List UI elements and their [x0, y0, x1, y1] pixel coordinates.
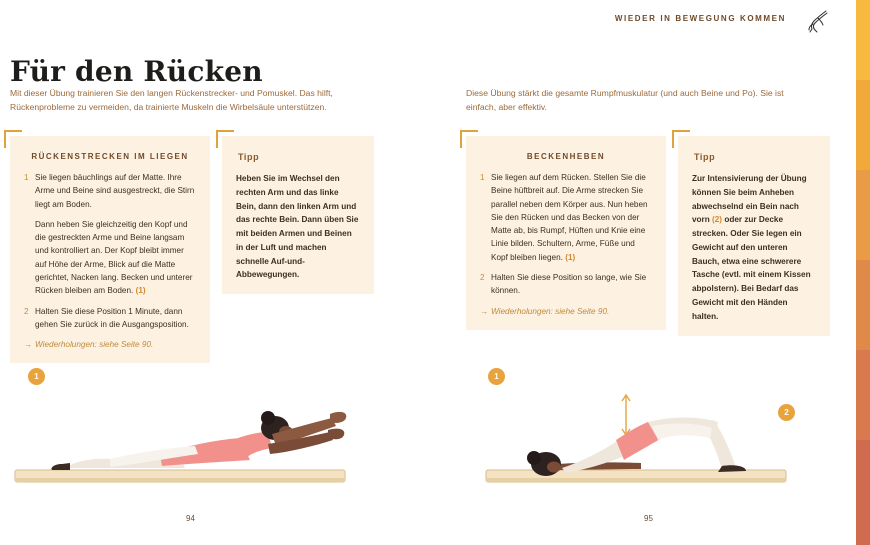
step-text: Halten Sie diese Position so lange, wie Sie können.	[491, 272, 647, 296]
prone-back-extension-figure-icon	[10, 360, 410, 510]
exercise-right-title: BECKENHEBEN	[526, 152, 606, 161]
tip-left-text: Heben Sie im Wechsel den rechten Arm und das linke Bein, dann den linken Arm und das rechte Bein. Dann üben Sie mit beiden Armen und Beinen in der Luft und machen schnelle Auf-und-Abbewegungen.	[236, 174, 359, 280]
repetitions-text: Wiederholungen: siehe Seite 90.	[35, 340, 154, 350]
page-number-right: 95	[644, 514, 653, 523]
list-item	[24, 171, 196, 211]
list-item	[480, 171, 652, 264]
step-text: Halten Sie diese Position 1 Minute, dann gehen Sie zurück in die Ausgangsposition.	[35, 306, 189, 329]
page-title: Für den Rücken	[10, 54, 263, 88]
list-item	[480, 271, 652, 298]
figure-badge-1: 1	[28, 368, 45, 385]
page-number-left: 94	[186, 514, 195, 523]
scribble-figure-icon	[806, 8, 832, 34]
figure-marker: (1)	[565, 252, 576, 262]
repetitions-note	[480, 305, 652, 318]
illustration-left	[10, 360, 410, 510]
step-text: Sie liegen bäuchlings auf der Matte. Ihre Arme und Beine sind ausgestreckt, die Stirn liegt am Boden.	[35, 173, 195, 209]
tip-right-title: Tipp	[694, 152, 716, 162]
bridge-pelvic-lift-figure-icon	[466, 360, 846, 510]
exercise-left-title: RÜCKENSTRECKEN IM LIEGEN	[31, 152, 189, 161]
intro-left: Mit dieser Übung trainieren Sie den langen Rückenstrecker- und Pomuskel. Das hilft, Rückenprobleme zu vermeiden, da trainierte Muskeln die Wirbelsäule unterstützen.	[10, 87, 333, 112]
step-number	[24, 218, 35, 298]
arrow-icon: →	[480, 306, 489, 316]
corner-bracket-icon	[216, 130, 234, 148]
step-number: 2	[480, 272, 485, 282]
arrow-icon: →	[24, 340, 33, 350]
page-edge-gradient	[856, 0, 870, 545]
step-number: 1	[480, 173, 485, 182]
tip-right-text: Zur Intensivierung der Übung können Sie beim Anheben abwechselnd ein Bein nach vorn (2) oder zur Decke strecken. Oder Sie legen ein Gewicht auf den unteren Bauch, etwa eine schwerere Tasche (evtl. mit einem Kissen abpolstern). Bei Bedarf das Gewicht mit den Händen halten.	[692, 174, 811, 321]
corner-bracket-icon	[460, 130, 478, 148]
tip-box-left	[222, 136, 374, 294]
figure-marker: (1)	[135, 286, 146, 296]
list-item	[24, 218, 196, 298]
tip-left-title: Tipp	[238, 152, 260, 162]
step-number: 1	[24, 173, 29, 182]
figure-marker: (2)	[712, 215, 723, 225]
exercise-box-left	[10, 136, 210, 363]
step-text: Dann heben Sie gleichzeitig den Kopf und die gestreckten Arme und Beine langsam und kontrolliert an. Der Kopf bleibt immer auf Höhe der Arme, Blick auf die Matte gerichtet, Nacken lang. Becken und unterer Rücken bleiben am Boden. (1)	[35, 219, 193, 296]
running-head: WIEDER IN BEWEGUNG KOMMEN	[614, 14, 786, 23]
exercise-box-right	[466, 136, 666, 330]
step-number: 2	[24, 306, 29, 316]
figure-badge-2: 2	[778, 404, 795, 421]
figure-badge-1: 1	[488, 368, 505, 385]
repetitions-text: Wiederholungen: siehe Seite 90.	[491, 306, 610, 316]
step-text: Sie liegen auf dem Rücken. Stellen Sie die Beine hüftbreit auf. Die Arme strecken Sie parallel neben dem Körper aus. Nun heben Sie den Rücken und das Becken von der Matte ab, bis Rumpf, Hüften und Knie eine Linie bilden. Schultern, Arme, Füße und Kopf bleiben liegen. (1)	[491, 173, 648, 262]
repetitions-note	[24, 338, 196, 351]
corner-bracket-icon	[4, 130, 22, 148]
list-item	[24, 305, 196, 332]
illustration-right	[466, 360, 846, 510]
corner-bracket-icon	[672, 130, 690, 148]
intro-right: Diese Übung stärkt die gesamte Rumpfmuskulatur (und auch Beine und Po). Sie ist einfach, aber effektiv.	[466, 87, 784, 112]
tip-box-right	[678, 136, 830, 336]
